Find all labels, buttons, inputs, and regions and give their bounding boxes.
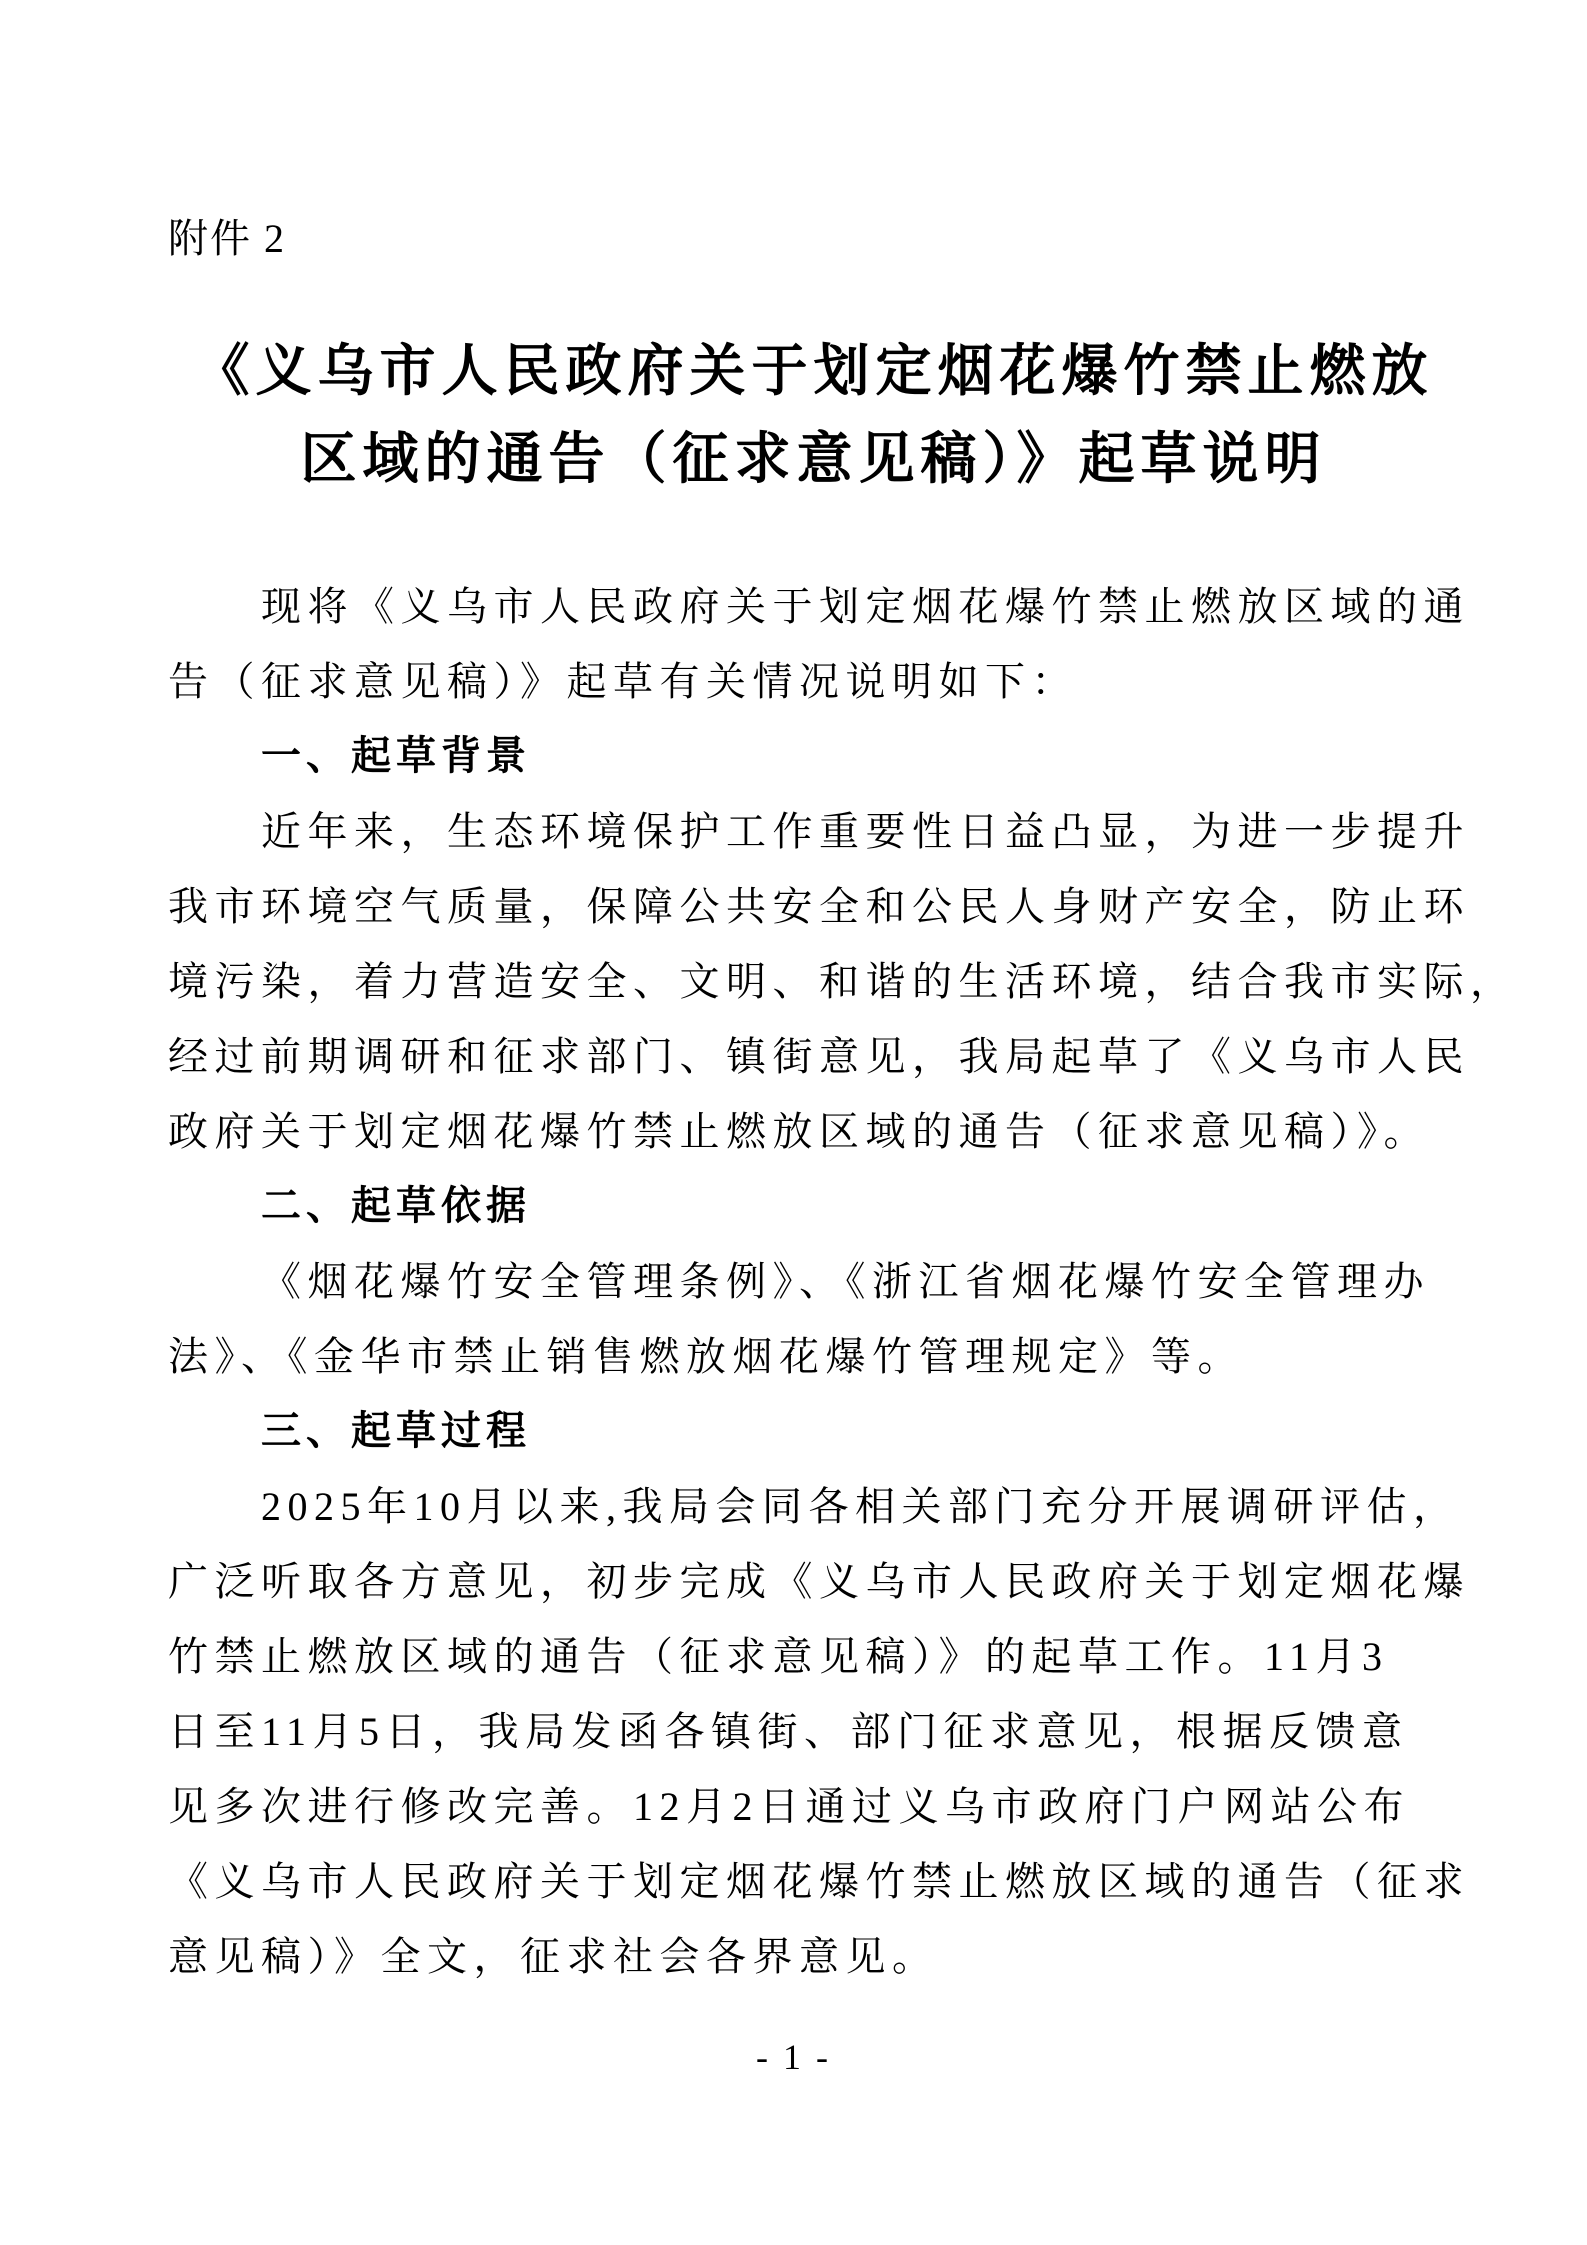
body-line: 政府关于划定烟花爆竹禁止燃放区域的通告（征求意见稿）》。: [168, 1109, 1430, 1154]
section-heading-1: 一、起草背景: [261, 734, 531, 778]
document-title: [168, 327, 1459, 503]
body-line: 竹禁止燃放区域的通告（征求意见稿）》的起草工作。11月3: [168, 1634, 1389, 1679]
body-line: 法》、《金华市禁止销售燃放烟花爆竹管理规定》等。: [168, 1334, 1244, 1379]
body-line: 境污染，着力营造安全、文明、和谐的生活环境，结合我市实际，: [168, 959, 1517, 1004]
document-body: [168, 569, 1517, 1994]
body-line: 经过前期调研和征求部门、镇街意见，我局起草了《义乌市人民: [168, 1034, 1470, 1079]
body-line: 日至11月5日，我局发函各镇街、部门征求意见，根据反馈意: [168, 1709, 1409, 1754]
document-title-line-1: 《义乌市人民政府关于划定烟花爆竹禁止燃放: [193, 339, 1434, 402]
section-heading-3: 三、起草过程: [261, 1409, 531, 1453]
body-line: 2025年10月以来,我局会同各相关部门充分开展调研评估，: [261, 1484, 1460, 1529]
body-line: 见多次进行修改完善。12月2日通过义乌市政府门户网站公布: [168, 1784, 1410, 1829]
intro-line: 告（征求意见稿）》起草有关情况说明如下：: [168, 659, 1078, 704]
attachment-label: 附件 2: [168, 216, 286, 261]
body-line: 我市环境空气质量，保障公共安全和公民人身财产安全，防止环: [168, 884, 1470, 929]
page-number: - 1 -: [756, 2037, 831, 2077]
body-line: 意见稿）》全文，征求社会各界意见。: [168, 1934, 939, 1979]
body-line: 《义乌市人民政府关于划定烟花爆竹禁止燃放区域的通告（征求: [168, 1859, 1470, 1904]
body-line: 《烟花爆竹安全管理条例》、《浙江省烟花爆竹安全管理办: [261, 1259, 1430, 1304]
document-title-line-2: 区域的通告（征求意见稿）》起草说明: [300, 427, 1327, 490]
body-line: 广泛听取各方意见，初步完成《义乌市人民政府关于划定烟花爆: [168, 1559, 1470, 1604]
intro-line: 现将《义乌市人民政府关于划定烟花爆竹禁止燃放区域的通: [261, 584, 1470, 629]
body-line: 近年来，生态环境保护工作重要性日益凸显，为进一步提升: [261, 809, 1470, 854]
section-heading-2: 二、起草依据: [261, 1184, 531, 1228]
